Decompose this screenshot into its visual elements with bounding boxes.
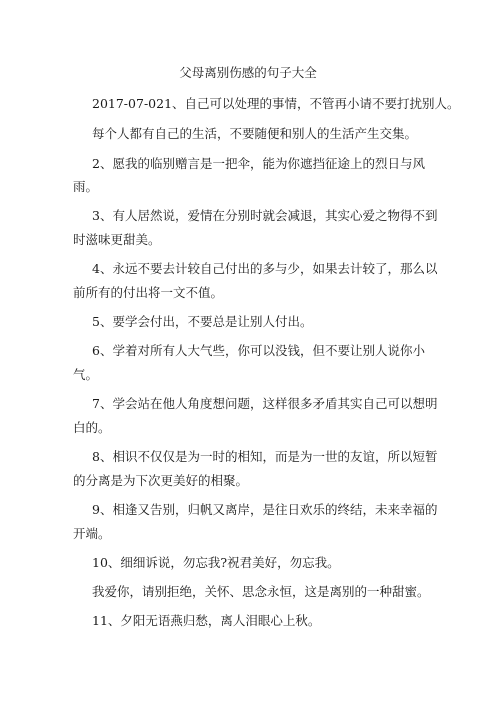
text-line: 的分离是为下次更美好的相聚。 xyxy=(73,473,249,488)
text-line: 每个人都有自己的生活，不要随便和别人的生活产生交集。 xyxy=(92,126,418,141)
text-line: 11、夕阳无语燕归愁，离人泪眼心上秋。 xyxy=(92,613,321,628)
text-line: 时滋味更甜美。 xyxy=(73,232,161,247)
text-line: 我爱你，请别拒绝，关怀、思念永恒，这是离别的一种甜蜜。 xyxy=(92,584,430,599)
document-title: 父母离别伤感的句子大全 xyxy=(179,65,317,80)
text-line: 8、相识不仅仅是为一时的相知，而是为一世的友谊，所以短暂 xyxy=(92,449,438,464)
text-line: 2017-07-021、自己可以处理的事情，不管再小请不要打扰别人。 xyxy=(92,96,460,111)
text-line: 气。 xyxy=(73,367,99,382)
text-line: 雨。 xyxy=(73,179,99,194)
text-line: 前所有的付出将一文不值。 xyxy=(73,285,224,300)
text-line: 7、学会站在他人角度想问题，这样很多矛盾其实自己可以想明 xyxy=(92,396,438,411)
text-line: 3、有人居然说，爱情在分别时就会减退，其实心爱之物得不到 xyxy=(92,208,438,223)
text-line: 2、愿我的临别赠言是一把伞，能为你遮挡征途上的烈日与风 xyxy=(92,156,425,171)
text-line: 10、细细诉说，勿忘我?祝君美好，勿忘我。 xyxy=(92,555,340,570)
text-line: 5、要学会付出，不要总是让别人付出。 xyxy=(92,314,313,329)
text-line: 9、相逢又告别，归帆又离岸，是往日欢乐的终结，未来幸福的 xyxy=(92,502,438,517)
text-line: 开端。 xyxy=(73,526,111,541)
text-line: 4、永远不要去计较自己付出的多与少，如果去计较了，那么以 xyxy=(92,261,438,276)
text-line: 6、学着对所有人大气些，你可以没钱，但不要让别人说你小 xyxy=(92,343,425,358)
text-line: 白的。 xyxy=(73,420,111,435)
